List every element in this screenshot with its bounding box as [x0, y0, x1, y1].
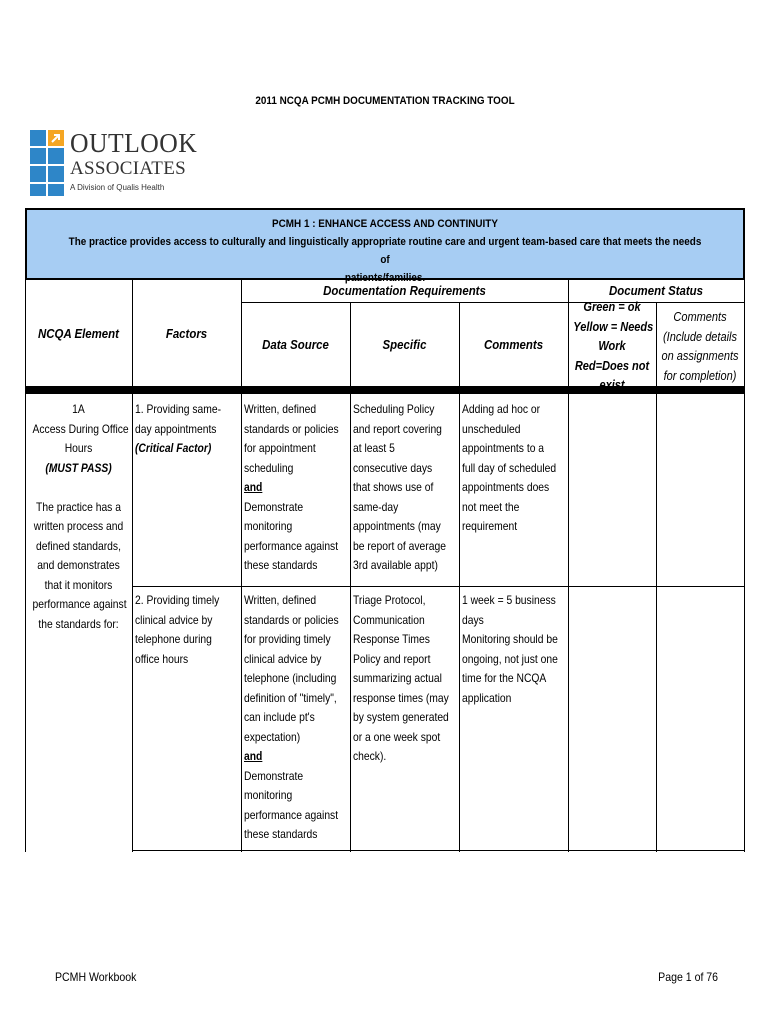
status-legend: Green = ok Yellow = Needs Work Red=Does not exist: [573, 300, 654, 388]
row2-factor: 2. Providing timely clinical advice by telephone during office hours: [135, 593, 220, 666]
header-subdivider: [241, 302, 744, 303]
logo-brand-line1: OUTLOOK: [70, 128, 198, 158]
column-divider: [241, 280, 242, 852]
element-cell: 1A Access During Office Hours (MUST PASS) The practice has a written process and defined standards, and demonstrates that it monitors performance against the standards for:: [32, 402, 129, 631]
column-divider: [132, 280, 133, 852]
row1-data-source: Written, defined standards or policies for appointment scheduling and Demonstrate monitoring performance against these standards: [244, 402, 339, 572]
footer-workbook-label: PCMH Workbook: [55, 970, 137, 984]
logo-square-blue: [48, 184, 64, 196]
row1-specific: Scheduling Policy and report covering at least 5 consecutive days that shows use of same-day appointments (may be report of average 3rd available appt): [353, 402, 446, 572]
header-specific: Specific: [382, 337, 427, 352]
outlook-associates-logo: [28, 130, 208, 198]
logo-square-blue: [30, 130, 46, 146]
footer-page-number: Page 1 of 76: [658, 970, 718, 984]
section-description-1: The practice provides access to culturally and linguistically appropriate routine care and urgent team-based care that meets the needs of: [68, 236, 702, 266]
section-header: [25, 208, 745, 284]
critical-factor-label: (Critical Factor): [135, 441, 212, 455]
row2-specific: Triage Protocol, Communication Response Times Policy and report summarizing actual response times (may by system generated or a one week spot check).: [353, 593, 449, 763]
column-divider: [459, 302, 460, 852]
header-documentation-requirements: Documentation Requirements: [323, 283, 486, 298]
header-data-source: Data Source: [262, 337, 329, 352]
row2-data-source: Written, defined standards or policies for providing timely clinical advice by telephone (including definition of "timely", can include pt's expectation) and Demonstrate monitoring performance against these standards: [244, 593, 339, 841]
header-ncqa-element: NCQA Element: [38, 326, 119, 341]
element-name: Access During Office: [32, 421, 129, 436]
status-comments-header: Comments (Include details on assignments for completion): [661, 310, 739, 383]
section-title: PCMH 1 : ENHANCE ACCESS AND CONTINUITY: [272, 218, 498, 230]
element-name: Hours: [64, 441, 93, 455]
header-comments: Comments: [483, 337, 544, 352]
row2-comments: 1 week = 5 business days Monitoring should be ongoing, not just one time for the NCQA application: [462, 593, 558, 705]
logo-square-blue: [30, 148, 46, 164]
table-bottom-border: [132, 850, 745, 851]
element-id: 1A: [72, 402, 85, 416]
table-border-right: [744, 280, 745, 852]
logo-square-blue: [48, 148, 64, 164]
row1-factor: 1. Providing same- day appointments (Critical Factor): [135, 400, 241, 459]
section-description-2: patients/families.: [344, 272, 426, 284]
header-document-status: Document Status: [608, 283, 704, 298]
document-title: 2011 NCQA PCMH DOCUMENTATION TRACKING TOOL: [255, 95, 515, 107]
logo-square-blue: [30, 166, 46, 182]
must-pass-label: (MUST PASS): [45, 460, 112, 475]
row-divider: [132, 586, 744, 587]
logo-square-blue: [30, 184, 46, 196]
row1-comments: Adding ad hoc or unscheduled appointments to a full day of scheduled appointments does not meet the requirement: [462, 402, 557, 533]
tracking-table: [25, 280, 745, 852]
logo-square-blue: [48, 166, 64, 182]
header-factors: Factors: [165, 326, 208, 341]
logo-tagline: A Division of Qualis Health: [70, 183, 165, 192]
logo-brand-line2: ASSOCIATES: [70, 158, 186, 179]
arrow-icon: [48, 130, 64, 146]
column-divider: [350, 302, 351, 852]
